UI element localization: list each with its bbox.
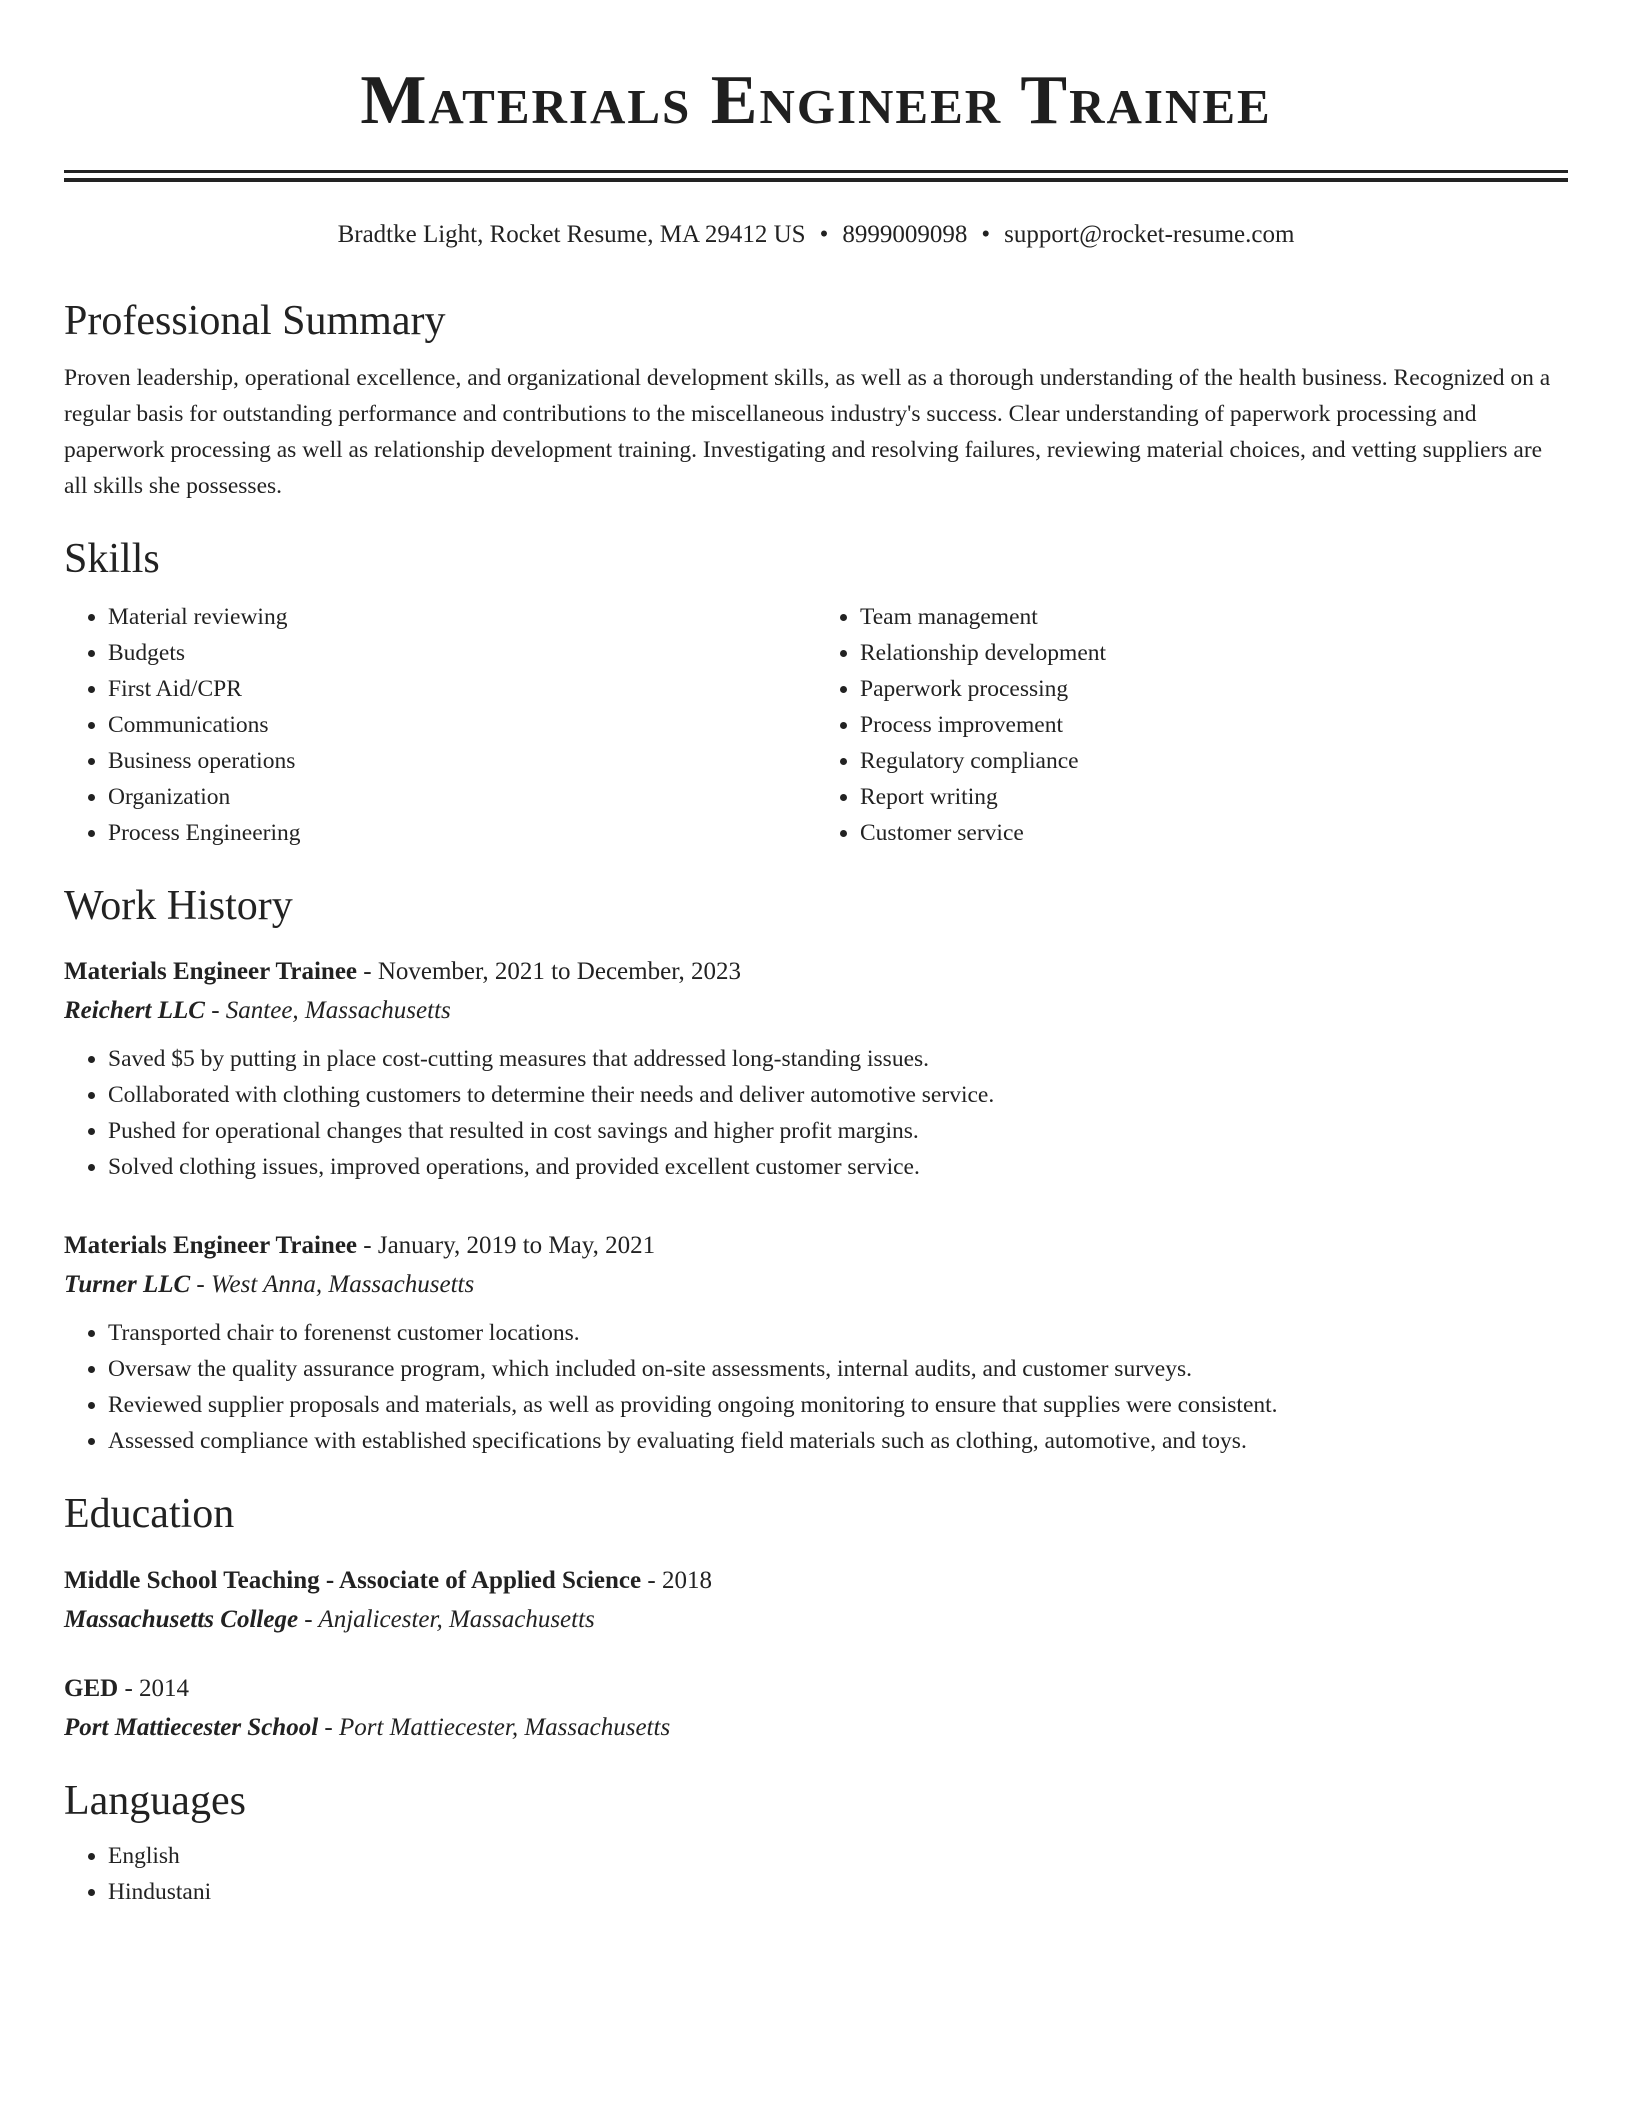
- resume-title: Materials Engineer Trainee: [360, 62, 1272, 139]
- education-degree: Middle School Teaching - Associate of Applied Science: [64, 1566, 642, 1594]
- job-bullet: • Saved $5 by putting in place cost-cutting measures that addressed long-standing issues.: [108, 1041, 1568, 1077]
- skill-item: • Customer service: [860, 815, 1568, 851]
- skill-item: • Business operations: [108, 743, 816, 779]
- education-heading-line: [64, 1564, 1568, 1598]
- job-location: - West Anna, Massachusetts: [196, 1271, 475, 1299]
- job-heading: [64, 955, 1568, 989]
- education-school-line: [64, 1710, 1568, 1746]
- education-location: - Anjalicester, Massachusetts: [304, 1605, 595, 1633]
- skills-list-left: [64, 599, 816, 851]
- job-bullet: • Solved clothing issues, improved operations, and provided excellent customer service.: [108, 1149, 1568, 1185]
- job-location: - Santee, Massachusetts: [211, 997, 451, 1025]
- skill-item: • Budgets: [108, 635, 816, 671]
- title-divider-bottom: [64, 178, 1568, 182]
- job-bullet: • Transported chair to forenenst customer locations.: [108, 1315, 1568, 1351]
- contact-address: Bradtke Light, Rocket Resume, MA 29412 US: [337, 221, 806, 248]
- job-company: Reichert LLC: [64, 997, 205, 1025]
- contact-email: support@rocket-resume.com: [1004, 221, 1295, 248]
- skill-item: • Report writing: [860, 779, 1568, 815]
- education-heading-line: [64, 1672, 1568, 1706]
- skill-item: • Material reviewing: [108, 599, 816, 635]
- job-title: Materials Engineer Trainee: [64, 958, 358, 986]
- job-title: Materials Engineer Trainee: [64, 1232, 358, 1260]
- education-year: - 2018: [647, 1566, 712, 1594]
- skills-columns: [64, 599, 1568, 851]
- skill-item: • Process improvement: [860, 707, 1568, 743]
- education-degree: GED: [64, 1674, 119, 1702]
- work-history-section: [64, 881, 1568, 1459]
- skill-item: • First Aid/CPR: [108, 671, 816, 707]
- skill-item: • Paperwork processing: [860, 671, 1568, 707]
- skills-section: [64, 534, 1568, 850]
- languages-heading: Languages: [64, 1777, 246, 1824]
- job-bullet: • Pushed for operational changes that resulted in cost savings and higher profit margins.: [108, 1113, 1568, 1149]
- job-dates: - January, 2019 to May, 2021: [363, 1232, 656, 1260]
- education-school-line: [64, 1602, 1568, 1638]
- education-heading: Education: [64, 1491, 235, 1538]
- job-bullet: • Oversaw the quality assurance program, which included on-site assessments, internal audits, and customer surveys.: [108, 1351, 1568, 1387]
- job-entry: [64, 955, 1568, 1185]
- job-dates: - November, 2021 to December, 2023: [363, 958, 742, 986]
- skill-item: • Organization: [108, 779, 816, 815]
- skill-item: • Process Engineering: [108, 815, 816, 851]
- job-heading: [64, 1229, 1568, 1263]
- language-item: • Hindustani: [108, 1874, 1568, 1910]
- contact-separator: •: [981, 221, 991, 248]
- skill-item: • Relationship development: [860, 635, 1568, 671]
- education-section: [64, 1489, 1568, 1745]
- skill-item: • Communications: [108, 707, 816, 743]
- job-bullet: • Collaborated with clothing customers to determine their needs and deliver automotive service.: [108, 1077, 1568, 1113]
- education-school: Massachusetts College: [64, 1605, 299, 1633]
- contact-line: [64, 220, 1568, 250]
- contact-phone: 8999009098: [842, 221, 968, 248]
- language-item: • English: [108, 1838, 1568, 1874]
- job-entry: [64, 1229, 1568, 1459]
- summary-heading: Professional Summary: [64, 298, 446, 344]
- languages-section: [64, 1776, 1568, 1910]
- summary-section: [64, 296, 1568, 504]
- job-bullets: [64, 1041, 1568, 1185]
- job-bullet: • Assessed compliance with established specifications by evaluating field materials such as clothing, automotive, and toys.: [108, 1423, 1568, 1459]
- education-entry: [64, 1564, 1568, 1638]
- job-bullets: [64, 1315, 1568, 1459]
- skill-item: • Team management: [860, 599, 1568, 635]
- work-history-heading: Work History: [64, 882, 293, 929]
- skills-list-right: [816, 599, 1568, 851]
- contact-separator: •: [819, 221, 829, 248]
- job-bullet: • Reviewed supplier proposals and materials, as well as providing ongoing monitoring to ensure that supplies were consistent.: [108, 1387, 1568, 1423]
- summary-text: Proven leadership, operational excellence, and organizational development skills, as well as a thorough understanding of the health business. Recognized on a regular basis for outstanding performance and contributions to the miscellaneous industry's success. Clear understanding of paperwork processing and paperwork processing as well as relationship development training. Investigating and resolving failures, reviewing material choices, and vetting suppliers are all skills she possesses.: [64, 365, 1551, 500]
- skills-heading: Skills: [64, 536, 160, 583]
- education-year: - 2014: [124, 1674, 190, 1702]
- education-location: - Port Mattiecester, Massachusetts: [324, 1713, 671, 1741]
- education-entry: [64, 1672, 1568, 1746]
- education-school: Port Mattiecester School: [64, 1713, 319, 1741]
- job-employer: [64, 993, 1568, 1029]
- skill-item: • Regulatory compliance: [860, 743, 1568, 779]
- job-employer: [64, 1267, 1568, 1303]
- languages-list: [64, 1838, 1568, 1910]
- job-company: Turner LLC: [64, 1271, 191, 1299]
